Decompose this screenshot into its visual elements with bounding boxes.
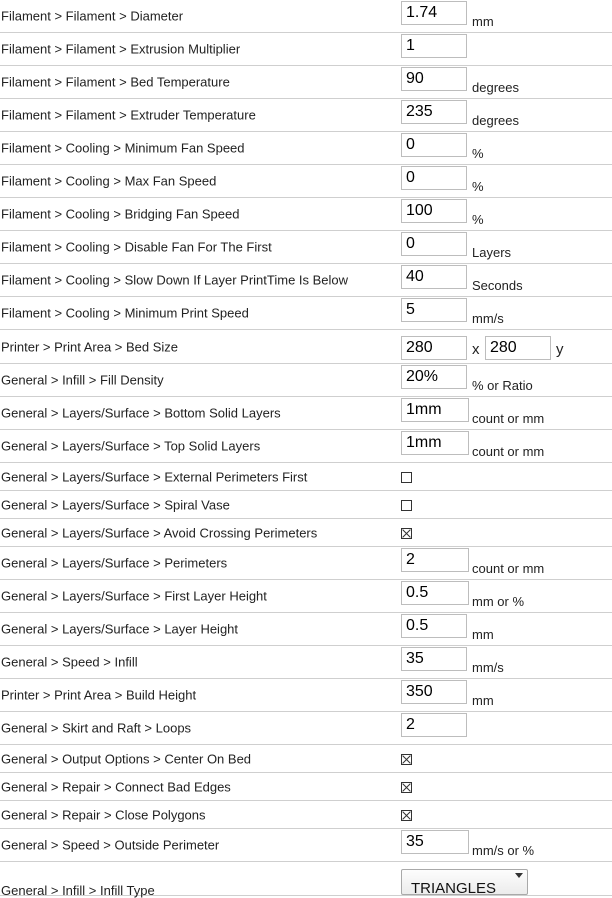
setting-unit: % (472, 146, 484, 161)
setting-value-input[interactable] (401, 1, 467, 25)
setting-label: General > Infill > Fill Density (1, 372, 164, 388)
setting-label: General > Layers/Surface > Top Solid Layers (1, 438, 261, 454)
setting-unit: mm (472, 627, 494, 642)
setting-label: Printer > Print Area > Build Height (1, 687, 197, 703)
setting-unit: count or mm (472, 444, 545, 459)
setting-row (0, 773, 612, 801)
setting-unit: mm or % (472, 594, 524, 609)
setting-row (0, 33, 612, 66)
setting-row (0, 829, 612, 862)
setting-checkbox[interactable] (401, 472, 412, 483)
setting-value-input[interactable] (401, 830, 469, 854)
setting-value-input[interactable] (401, 298, 467, 322)
setting-row (0, 165, 612, 198)
setting-value-input[interactable] (401, 166, 467, 190)
setting-row (0, 580, 612, 613)
infill-type-select[interactable] (401, 869, 528, 895)
select-value: TRIANGLES (411, 880, 497, 895)
setting-row (0, 364, 612, 397)
chevron-down-icon (515, 873, 523, 878)
setting-row (0, 231, 612, 264)
setting-value-input[interactable] (401, 365, 467, 389)
setting-row (0, 801, 612, 829)
setting-label: Filament > Cooling > Minimum Print Speed (1, 305, 249, 321)
setting-label: Filament > Cooling > Slow Down If Layer PrintTime Is Below (1, 272, 349, 288)
setting-label: General > Layers/Surface > Layer Height (1, 621, 239, 637)
setting-unit: Layers (472, 245, 512, 260)
setting-label: General > Layers/Surface > External Perimeters First (1, 469, 308, 484)
setting-label: Printer > Print Area > Bed Size (1, 339, 179, 354)
setting-label: Filament > Cooling > Max Fan Speed (1, 173, 217, 189)
setting-unit: mm/s (472, 660, 504, 675)
setting-unit: mm/s or % (472, 843, 535, 858)
setting-row (0, 463, 612, 491)
setting-row (0, 547, 612, 580)
setting-value-input[interactable] (401, 199, 467, 223)
setting-row (0, 491, 612, 519)
setting-label: Filament > Cooling > Bridging Fan Speed (1, 206, 240, 222)
setting-label: General > Output Options > Center On Bed (1, 751, 252, 766)
setting-checkbox[interactable] (401, 782, 412, 793)
setting-row (0, 264, 612, 297)
setting-unit: % (472, 179, 484, 194)
setting-value-input[interactable] (401, 713, 467, 737)
dimension-separator: x (472, 341, 480, 358)
setting-row (0, 862, 612, 896)
setting-value-input[interactable] (401, 647, 467, 671)
dimension-axis-label: y (556, 341, 564, 358)
setting-label: General > Infill > Infill Type (1, 883, 155, 898)
setting-label: Filament > Filament > Extruder Temperature (1, 107, 256, 123)
setting-value-input[interactable] (401, 133, 467, 157)
setting-row (0, 66, 612, 99)
setting-row (0, 99, 612, 132)
setting-label: Filament > Cooling > Disable Fan For The First (1, 239, 272, 255)
setting-value-input[interactable] (401, 614, 467, 638)
setting-row (0, 397, 612, 430)
setting-unit: Seconds (472, 278, 523, 293)
setting-label: General > Skirt and Raft > Loops (1, 720, 192, 736)
setting-label: General > Layers/Surface > First Layer Height (1, 588, 267, 604)
setting-checkbox[interactable] (401, 500, 412, 511)
setting-label: General > Repair > Close Polygons (1, 807, 206, 822)
setting-label: General > Repair > Connect Bad Edges (1, 779, 231, 794)
setting-unit: mm (472, 14, 494, 29)
setting-label: General > Layers/Surface > Bottom Solid Layers (1, 405, 281, 421)
setting-value-input-y[interactable] (485, 336, 551, 360)
setting-unit: mm (472, 693, 494, 708)
setting-label: Filament > Cooling > Minimum Fan Speed (1, 140, 245, 156)
setting-label: Filament > Filament > Diameter (1, 8, 184, 24)
setting-unit: mm/s (472, 311, 504, 326)
setting-row (0, 519, 612, 547)
setting-row (0, 646, 612, 679)
setting-row (0, 430, 612, 463)
setting-label: General > Speed > Outside Perimeter (1, 837, 220, 853)
setting-row (0, 0, 612, 33)
setting-checkbox[interactable] (401, 754, 412, 765)
setting-value-input[interactable] (401, 100, 467, 124)
setting-row (0, 679, 612, 712)
setting-value-input[interactable] (401, 431, 469, 455)
setting-label: General > Layers/Surface > Avoid Crossing Perimeters (1, 525, 318, 540)
setting-value-input[interactable] (401, 336, 467, 360)
setting-checkbox[interactable] (401, 528, 412, 539)
setting-row (0, 198, 612, 231)
setting-row (0, 745, 612, 773)
setting-checkbox[interactable] (401, 810, 412, 821)
setting-value-input[interactable] (401, 265, 467, 289)
setting-row (0, 613, 612, 646)
setting-label: Filament > Filament > Extrusion Multiplier (1, 41, 241, 57)
setting-label: General > Layers/Surface > Perimeters (1, 555, 228, 571)
setting-label: General > Layers/Surface > Spiral Vase (1, 497, 230, 512)
setting-row (0, 297, 612, 330)
setting-unit: count or mm (472, 561, 545, 576)
setting-value-input[interactable] (401, 581, 469, 605)
setting-unit: degrees (472, 80, 519, 95)
setting-value-input[interactable] (401, 67, 467, 91)
setting-unit: count or mm (472, 411, 545, 426)
setting-value-input[interactable] (401, 680, 467, 704)
setting-row (0, 712, 612, 745)
setting-unit: degrees (472, 113, 519, 128)
setting-label: Filament > Filament > Bed Temperature (1, 74, 230, 90)
setting-value-input[interactable] (401, 398, 469, 422)
setting-value-input[interactable] (401, 34, 467, 58)
setting-unit: % or Ratio (472, 378, 533, 393)
setting-label: General > Speed > Infill (1, 654, 138, 670)
setting-value-input[interactable] (401, 548, 469, 572)
setting-value-input[interactable] (401, 232, 467, 256)
setting-unit: % (472, 212, 484, 227)
setting-row (0, 132, 612, 165)
setting-row (0, 330, 612, 364)
